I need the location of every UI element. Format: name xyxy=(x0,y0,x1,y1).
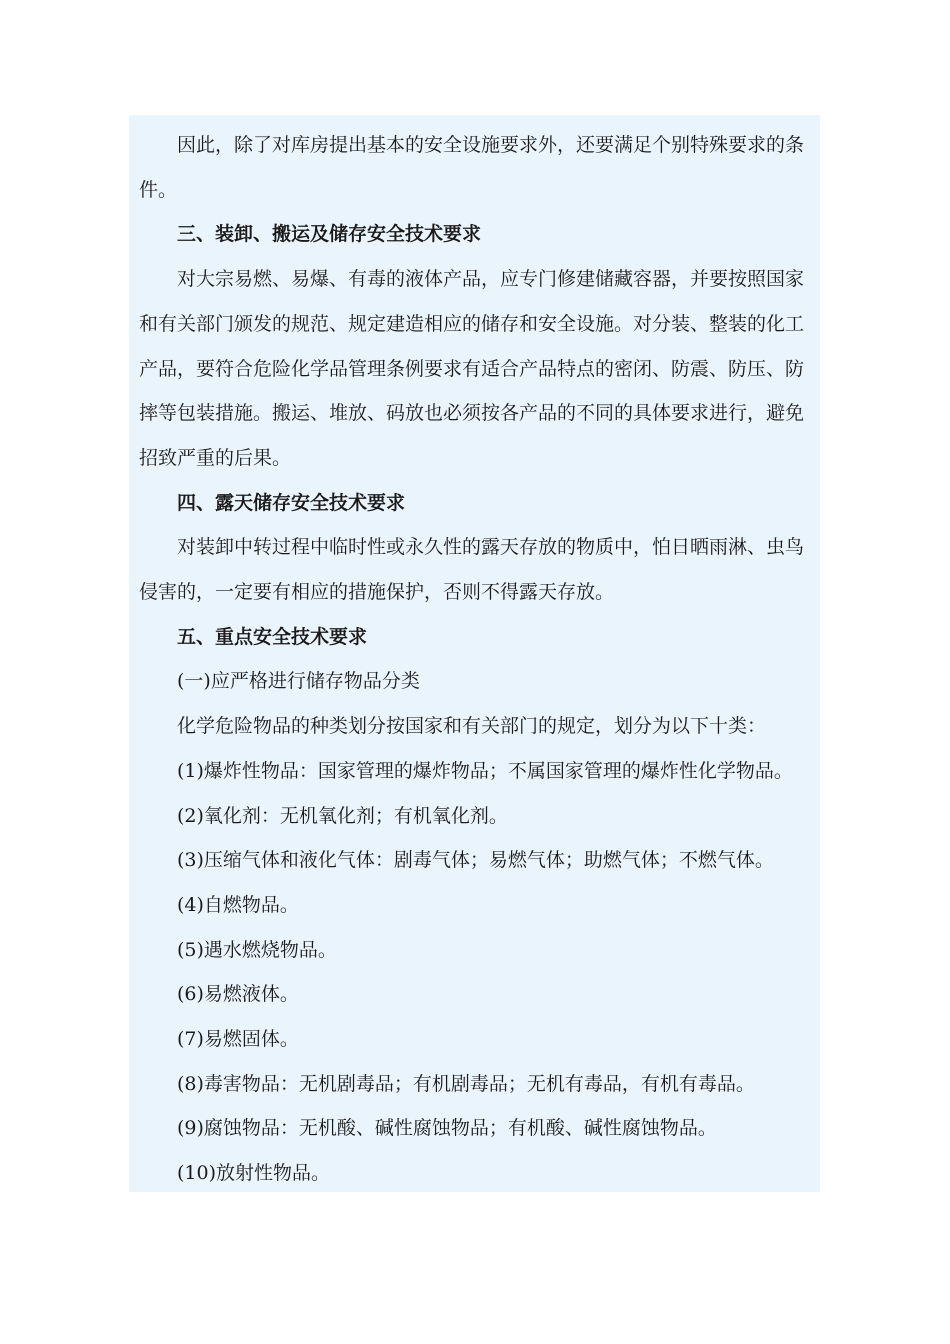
document-content xyxy=(129,115,820,1192)
paragraph-line: 侵害的，一定要有相应的措施保护，否则不得露天存放。 xyxy=(139,581,615,604)
list-item: (4)自燃物品。 xyxy=(177,893,299,916)
list-item: 化学危险物品的种类划分按国家和有关部门的规定，划分为以下十类： xyxy=(177,715,767,738)
paragraph-line xyxy=(139,123,810,168)
list-item: (8)毒害物品：无机剧毒品；有机剧毒品；无机有毒品，有机有毒品。 xyxy=(177,1072,755,1095)
list-item: (9)腐蚀物品：无机酸、碱性腐蚀物品；有机酸、碱性腐蚀物品。 xyxy=(177,1117,717,1140)
paragraph-line: 摔等包装措施。搬运、堆放、码放也必须按各产品的不同的具体要求进行，避免 xyxy=(139,402,805,425)
list-item: (5)遇水燃烧物品。 xyxy=(177,938,337,961)
paragraph-text: 因此，除了对库房提出基本的安全设施要求外，还要满足个别特殊要求的条 xyxy=(177,134,805,156)
section-heading: 三、装卸、搬运及储存安全技术要求 xyxy=(177,223,482,246)
section-heading: 四、露天储存安全技术要求 xyxy=(177,491,406,514)
list-item: (2)氧化剂：无机氧化剂；有机氧化剂。 xyxy=(177,804,508,827)
list-item: (3)压缩气体和液化气体：剧毒气体；易燃气体；助燃气体；不燃气体。 xyxy=(177,849,774,872)
paragraph-line: 招致严重的后果。 xyxy=(139,446,292,469)
list-item: (6)易燃液体。 xyxy=(177,983,299,1006)
list-item: (1)爆炸性物品：国家管理的爆炸物品；不属国家管理的爆炸性化学物品。 xyxy=(177,759,793,782)
paragraph-line: 产品，要符合危险化学品管理条例要求有适合产品特点的密闭、防震、防压、防 xyxy=(139,357,805,380)
paragraph-line: 件。 xyxy=(139,178,178,201)
paragraph-line: 对装卸中转过程中临时性或永久性的露天存放的物质中，怕日晒雨淋、虫鸟 xyxy=(177,536,805,559)
list-item: (10)放射性物品。 xyxy=(177,1162,331,1185)
list-item: (一)应严格进行储存物品分类 xyxy=(177,670,420,693)
list-item: (7)易燃固体。 xyxy=(177,1028,299,1051)
section-heading: 五、重点安全技术要求 xyxy=(177,625,368,648)
paragraph-line: 对大宗易燃、易爆、有毒的液体产品，应专门修建储藏容器，并要按照国家 xyxy=(177,268,805,291)
paragraph-line: 和有关部门颁发的规范、规定建造相应的储存和安全设施。对分装、整装的化工 xyxy=(139,312,805,335)
